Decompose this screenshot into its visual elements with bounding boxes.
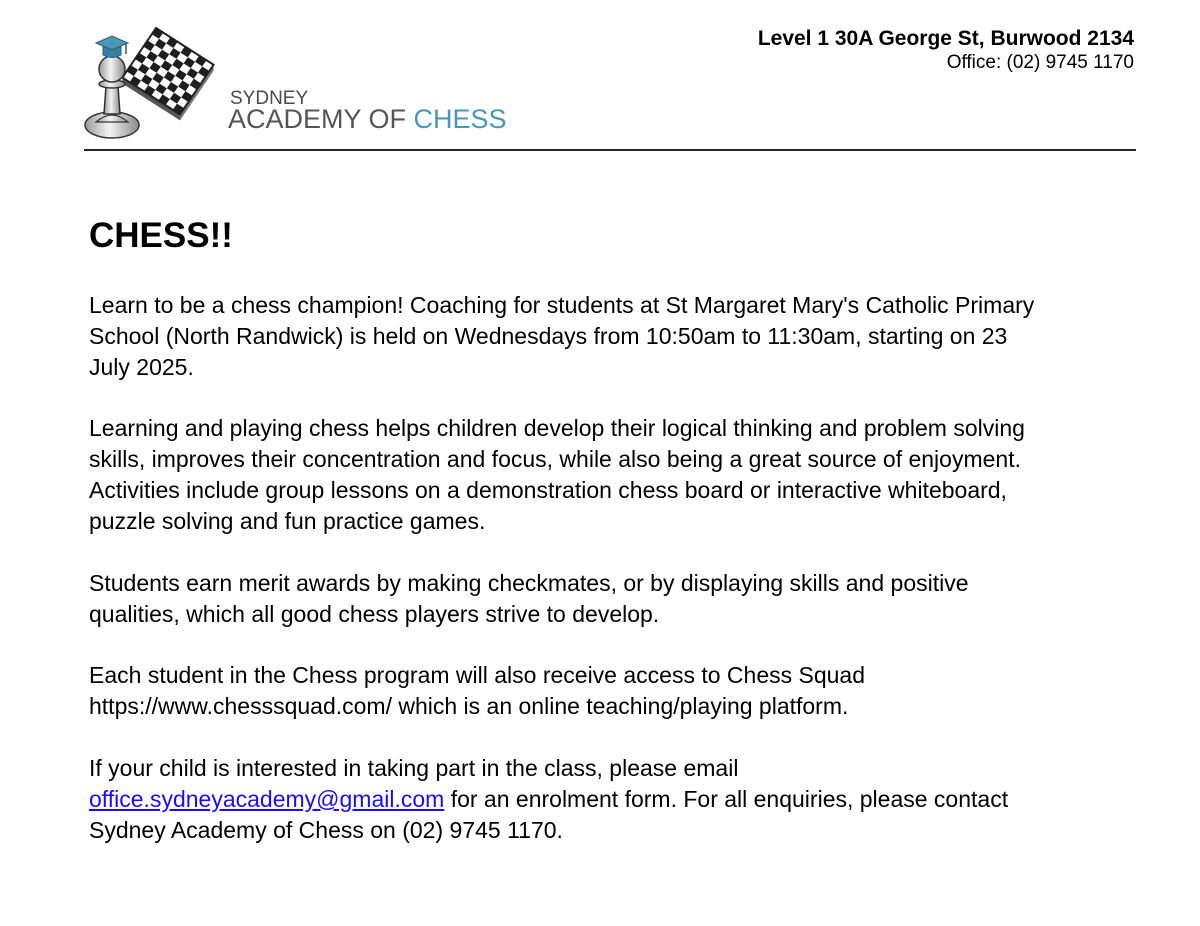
text-line: July 2025. [89, 354, 194, 380]
logo-text-academy [228, 106, 507, 133]
text-line: Learning and playing chess helps children develop their logical thinking and problem solving [89, 415, 1025, 441]
text-line: Students earn merit awards by making checkmates, or by displaying skills and positive [89, 570, 969, 596]
logo-text-sydney: SYDNEY [230, 88, 309, 109]
contact-block [758, 27, 1134, 75]
logo-text-chess: CHESS [413, 104, 507, 134]
text-line: Sydney Academy of Chess on (02) 9745 1170. [89, 817, 563, 843]
paragraph-enrolment [89, 753, 1008, 846]
paragraph-chess-squad [89, 660, 865, 722]
office-phone: Office: (02) 9745 1170 [946, 52, 1134, 73]
text-line: https://www.chesssquad.com/ which is an online teaching/playing platform. [89, 693, 849, 719]
text-line: skills, improves their concentration and focus, while also being a great source of enjoyment. [89, 446, 1021, 472]
text-line [89, 784, 1008, 815]
chess-board-logo-icon [82, 22, 242, 144]
header-divider [84, 149, 1136, 151]
document-title: CHESS!! [89, 216, 233, 255]
paragraph-awards [89, 568, 969, 630]
letterhead [0, 0, 1200, 160]
paragraph-intro [89, 290, 1034, 383]
text-line: Learn to be a chess champion! Coaching for students at St Margaret Mary's Catholic Primary [89, 292, 1035, 318]
text-fragment: for an enrolment form. For all enquiries, please contact [444, 786, 1009, 812]
logo-text-academy-of: ACADEMY OF [228, 104, 407, 134]
address: Level 1 30A George St, Burwood 2134 [757, 27, 1134, 50]
paragraph-benefits [89, 413, 1025, 537]
text-line: puzzle solving and fun practice games. [89, 508, 486, 534]
text-line: If your child is interested in taking part in the class, please email [89, 755, 739, 781]
text-line: Activities include group lessons on a demonstration chess board or interactive whiteboard, [89, 477, 1007, 503]
text-line: School (North Randwick) is held on Wednesdays from 10:50am to 11:30am, starting on 23 [89, 323, 1008, 349]
text-line: Each student in the Chess program will also receive access to Chess Squad [89, 662, 866, 688]
logo [82, 22, 507, 144]
email-link[interactable]: office.sydneyacademy@gmail.com [89, 786, 445, 812]
document-body [89, 214, 1129, 843]
text-line: qualities, which all good chess players strive to develop. [89, 601, 660, 627]
